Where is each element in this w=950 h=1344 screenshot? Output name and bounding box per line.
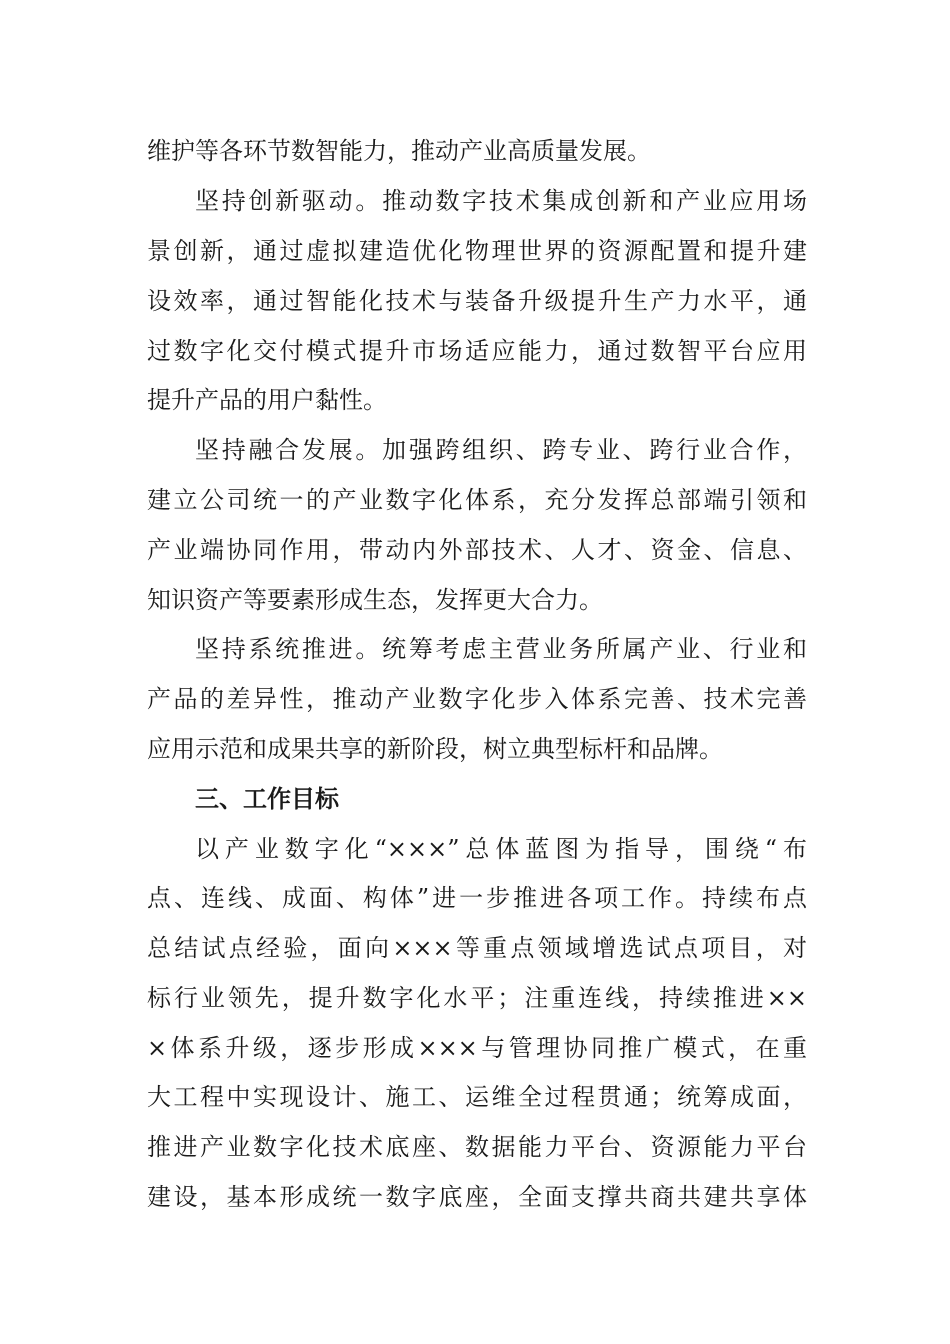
paragraph-line: 产品的差异性，推动产业数字化步入体系完善、技术完善	[147, 685, 807, 713]
paragraph-line: 坚持融合发展。加强跨组织、跨专业、跨行业合作，	[195, 436, 807, 464]
paragraph-line: 推进产业数字化技术底座、数据能力平台、资源能力平台	[147, 1133, 807, 1161]
paragraph-line: 景创新，通过虚拟建造优化物理世界的资源配置和提升建	[147, 237, 807, 265]
paragraph-line: 应用示范和成果共享的新阶段，树立典型标杆和品牌。	[147, 735, 723, 763]
paragraph-line: 过数字化交付模式提升市场适应能力，通过数智平台应用	[147, 337, 807, 365]
paragraph-line: 标行业领先，提升数字化水平；注重连线，持续推进××	[147, 984, 807, 1012]
paragraph-line: 建立公司统一的产业数字化体系，充分发挥总部端引领和	[147, 486, 807, 514]
paragraph-line: 大工程中实现设计、施工、运维全过程贯通；统筹成面，	[147, 1083, 807, 1111]
paragraph-line: 以产业数字化“×××”总体蓝图为指导，围绕“布	[195, 835, 807, 863]
paragraph-line: 建设，基本形成统一数字底座，全面支撑共商共建共享体	[147, 1183, 807, 1211]
paragraph-line: 知识资产等要素形成生态，发挥更大合力。	[147, 586, 603, 614]
paragraph-line: 总结试点经验，面向×××等重点领域增选试点项目，对	[147, 934, 807, 962]
paragraph-line: 产业端协同作用，带动内外部技术、人才、资金、信息、	[147, 536, 807, 564]
paragraph-line: 维护等各环节数智能力，推动产业高质量发展。	[147, 137, 651, 165]
paragraph-line: 提升产品的用户黏性。	[147, 386, 387, 414]
paragraph-line: 坚持创新驱动。推动数字技术集成创新和产业应用场	[195, 187, 807, 215]
paragraph-line: ×体系升级，逐步形成×××与管理协同推广模式，在重	[147, 1034, 807, 1062]
paragraph-line: 坚持系统推进。统筹考虑主营业务所属产业、行业和	[195, 635, 807, 663]
section-heading: 三、工作目标	[195, 785, 339, 813]
paragraph-line: 设效率，通过智能化技术与装备升级提升生产力水平，通	[147, 287, 807, 315]
paragraph-line: 点、连线、成面、构体”进一步推进各项工作。持续布点	[147, 884, 807, 912]
